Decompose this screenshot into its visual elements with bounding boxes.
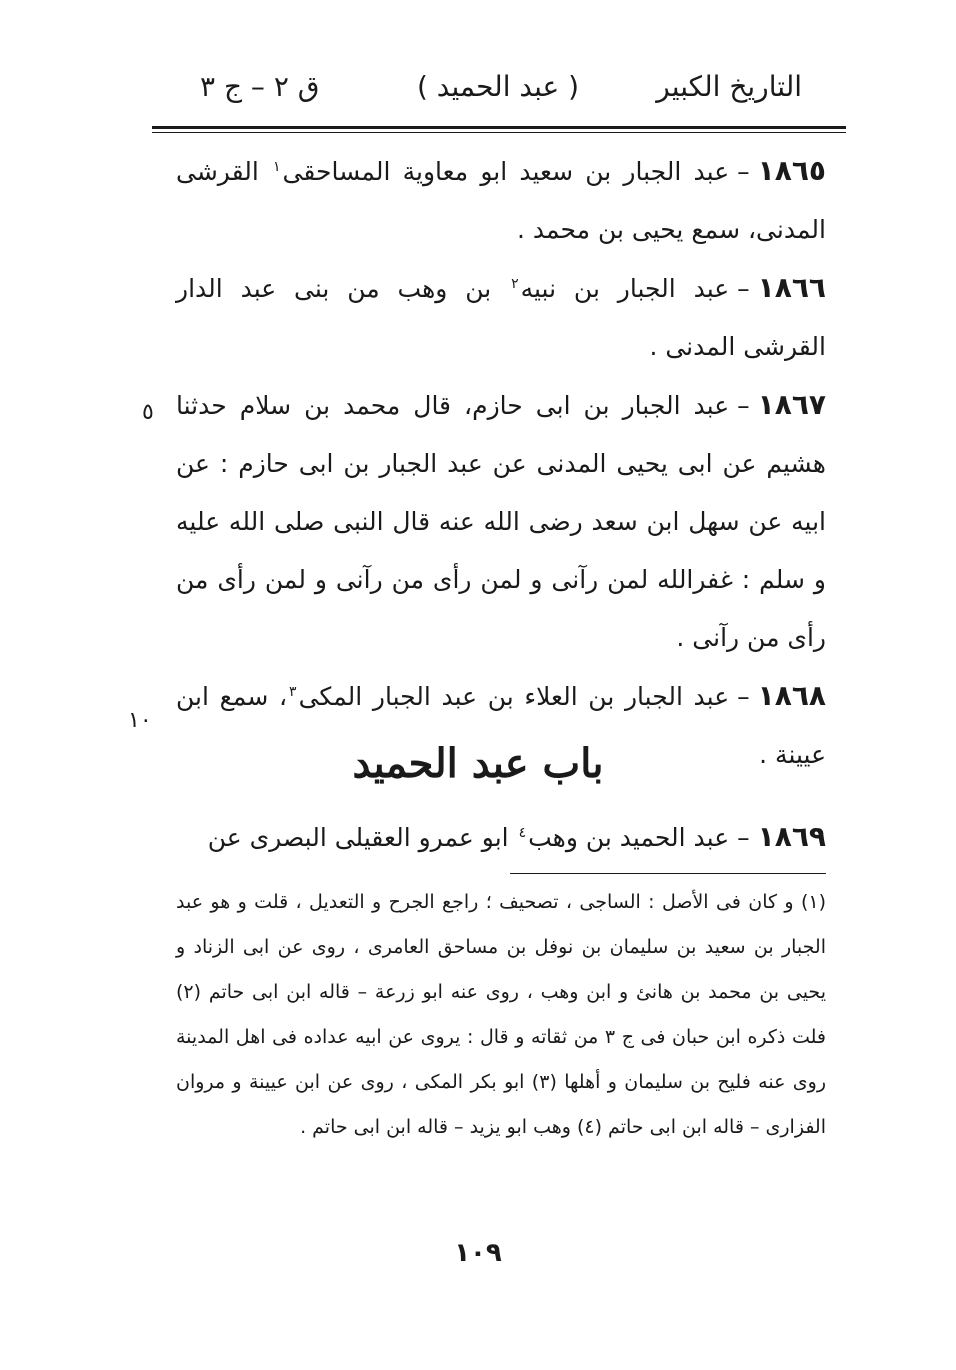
entry-1865: ١٨٦٥–عبد الجبار بن سعيد ابو معاوية المساحقى$^١$ القرشى المدنى، سمع يحيى بن محمد . [176, 154, 827, 244]
header-chapter: ( عبد الحميد ) [416, 70, 580, 103]
footnote-ref: ٤ [518, 824, 527, 841]
entry-number: ١٨٦٧ [757, 388, 826, 421]
main-text [176, 142, 826, 784]
entry-text: بن وهب من بنى عبد الدار القرشى المدنى . [176, 274, 826, 361]
margin-line-number: ٥ [142, 400, 154, 425]
entry-number: ١٨٦٥ [757, 154, 827, 187]
entry-text: القرشى المدنى، سمع يحيى بن محمد . [176, 157, 826, 244]
header-rule-thin [152, 132, 846, 133]
entry-text: عبد الحميد بن وهب [528, 823, 730, 852]
running-header [150, 70, 846, 120]
entry-1867: ١٨٦٧–عبد الجبار بن ابى حازم، قال محمد بن سلام حدثنا هشيم عن ابى يحيى المدنى عن عبد الجبار بن ابى حازم : عن ابيه عن سهل ابن سعد رضى الله عنه قال النبى صلى الله عليه و سلم : غفرالله لمن رآنى و لمن رأى من رآنى و لمن رأى من رأى من رآنى . [176, 388, 826, 652]
section-title: باب عبد الحميد [352, 740, 604, 787]
footnote-rule [510, 873, 826, 874]
header-rule-thick [152, 126, 846, 129]
entry-text: عبد الجبار بن العلاء بن عبد الجبار المكى [298, 682, 730, 711]
footnote-ref: ١ [273, 158, 281, 175]
footnote-ref: ٢ [511, 275, 519, 292]
page-number: ١٠٩ [454, 1238, 502, 1268]
entry-1869: ١٨٦٩–عبد الحميد بن وهب$^٤$ ابو عمرو العقيلى البصرى عن [207, 820, 826, 853]
entry-number: ١٨٦٨ [757, 679, 826, 712]
entry-text: عبد الجبار بن نبيه [520, 274, 730, 303]
entry-number: ١٨٦٦ [757, 271, 827, 304]
entry-number: ١٨٦٩ [757, 820, 826, 853]
footnote-ref: ٣ [289, 683, 297, 700]
header-book-title: التاريخ الكبير [656, 70, 802, 103]
footnote-text: (١) و كان فى الأصل : الساجى ، تصحيف ؛ راجع الجرح و التعديل ، قلت و هو عبد الجبار بن سعيد بن سليمان بن نوفل بن مساحق العامرى ، روى عن ابى الزناد و يحيى بن محمد بن هانئ و ابن وهب ، روى عنه ابو زرعة – قاله ابن ابى حاتم (٢) فلت ذكره ابن حبان فى ج ٣ من ثقاته و قال : يروى عن ابيه عداده فى اهل المدينة روى عنه فليح بن سليمان و أهلها (٣) ابو بكر المكى ، روى عن ابن عيينة و مروان الفزارى – قاله ابن ابى حاتم (٤) وهب ابو يزيد – قاله ابن ابى حاتم . [176, 891, 826, 1138]
header-volume: ق ٢ – ج ٣ [200, 70, 320, 103]
entry-text: عبد الجبار بن سعيد ابو معاوية المساحقى [282, 157, 730, 186]
entry-1866: ١٨٦٦–عبد الجبار بن نبيه$^٢$ بن وهب من بنى عبد الدار القرشى المدنى . [176, 271, 827, 361]
entry-text: ، سمع ابن عيينة . [176, 682, 826, 769]
margin-line-number: ١٠ [128, 708, 152, 733]
entry-1868: ١٨٦٨–عبد الجبار بن العلاء بن عبد الجبار المكى$^٣$، سمع ابن عيينة . [176, 679, 826, 769]
footnotes [176, 880, 826, 1150]
entry-text: ابو عمرو العقيلى البصرى عن [207, 823, 509, 852]
entry-text: عبد الجبار بن ابى حازم، قال محمد بن سلام حدثنا هشيم عن ابى يحيى المدنى عن عبد الجبار بن ابى حازم : عن ابيه عن سهل ابن سعد رضى الله عنه قال النبى صلى الله عليه و سلم : غفرالله لمن رآنى و لمن رأى من رآنى و لمن رأى من رأى من رآنى . [176, 391, 826, 652]
